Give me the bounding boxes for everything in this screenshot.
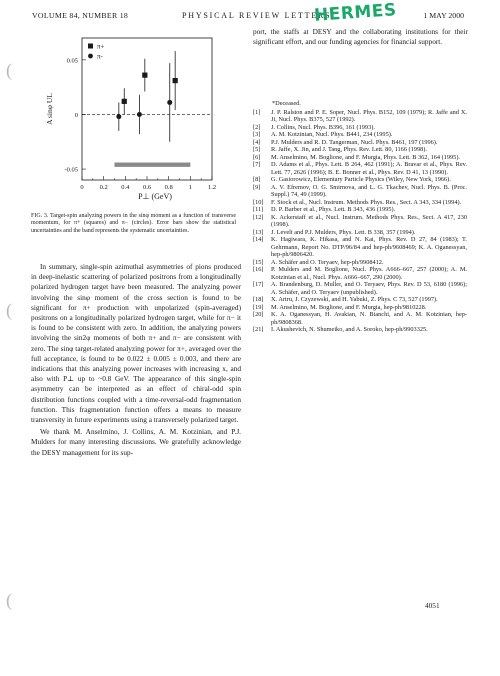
volume-number: VOLUME 84, NUMBER 18 xyxy=(32,11,129,20)
x-axis-label: P⊥ (GeV) xyxy=(138,192,172,201)
margin-mark: ( xyxy=(6,590,12,610)
legend-label: π- xyxy=(97,52,103,61)
reference-text: K. Hagiwara, K. Hikasa, and N. Kai, Phys. Rev. D 27, 84 (1983); T. Gehrmann, Report No. DTP/96/84 and hep-ph/9608469; K. A. Oganessyan, hep-ph/9806420. xyxy=(271,236,467,258)
reference-number: [5] xyxy=(253,146,261,153)
x-tick-label: 1.2 xyxy=(207,184,217,191)
reference-number: [17] xyxy=(253,281,264,288)
reference-list xyxy=(253,100,467,334)
x-tick-label: 0.6 xyxy=(142,184,152,191)
acknowledgement-paragraph: We thank M. Anselmino, J. Collins, A. M. Kotzinian, and P.J. Mulders for many interesting discussions. We gratefully acknowledge the DESY management for its sup- xyxy=(31,427,241,457)
reference-text: D. Adams et al., Phys. Lett. B 264, 462 (1991); A. Bravar et al., Phys. Rev. Lett. 77, 2626 (1996); B. E. Bonner et al., Phys. Rev. D 41, 13 (1990). xyxy=(271,161,467,176)
summary-paragraph: In summary, single-spin azimuthal asymmetries of pions produced in deep-inelastic scattering of polarized positrons from a longitudinally polarized hydrogen target have been measured. The analyzing power involving the sinφ moment of the cross section is found to be significant for π+ production with unpolarized (spin-averaged) positrons on a longitudinally polarized hydrogen target, while for π− it is found to be consistent with zero. In addition, the analyzing powers involving the sin2φ moments of both π+ and π− are consistent with zero. The sinφ target-related analyzing power for π+, averaged over the full acceptance, is found to be 0.022 ± 0.005 ± 0.003, and there are indications that this analyzing power increases with increasing x, and also with P⊥ up to ~0.8 GeV. The appearance of this single-spin asymmetry can be interpreted as an effect of chiral-odd spin distribution functions coupled with a time-reversal-odd fragmentation function. This fragmentation function offers a means to measure transversity in future experiments using a transversely polarized target. xyxy=(31,262,241,425)
reference-text: D. P. Barber et al., Phys. Lett. B 343, 436 (1995). xyxy=(271,206,396,213)
reference-number: [13] xyxy=(253,228,264,236)
legend-marker-circle xyxy=(88,54,93,59)
margin-mark: ( xyxy=(6,300,12,320)
reference-number: [14] xyxy=(253,236,264,243)
y-tick-label: 0 xyxy=(74,111,78,119)
summary-column xyxy=(31,262,241,458)
reference-item xyxy=(253,281,467,296)
reference-item xyxy=(253,259,467,267)
reference-text: J. Collins, Nucl. Phys. B396, 161 (1993). xyxy=(271,123,375,131)
legend-label: π+ xyxy=(97,42,105,51)
systematic-band xyxy=(115,163,191,167)
reference-text: A. V. Efremov, O. G. Smirnova, and L. G. Tkachev, Nucl. Phys. B. (Proc. Suppl.) 74, 49 (1999). xyxy=(271,183,467,198)
reference-item xyxy=(253,154,467,162)
reference-number: [18] xyxy=(253,296,264,303)
reference-number: [19] xyxy=(253,303,264,311)
reference-text: A. M. Kotzinian, Nucl. Phys. B441, 234 (1995). xyxy=(271,131,393,138)
reference-number: [21] xyxy=(253,326,264,333)
reference-number: [15] xyxy=(253,258,264,266)
reference-text: P. Mulders and M. Boglione, Nucl. Phys. A666–667, 257 (2000); A. M. Kotzinian et al., Nucl. Phys. A666–667, 290 (2000). xyxy=(271,266,467,281)
reference-number: [3] xyxy=(253,131,261,138)
reference-text: M. Anselmino, M. Boglione, and F. Murgia, hep-ph/9810228. xyxy=(271,303,427,311)
reference-text: J. P. Ralston and P. E. Soper, Nucl. Phys. B152, 109 (1979); R. Jaffe and X. Ji, Nucl. Phys. B375, 527 (1992). xyxy=(271,108,467,123)
data-point-square xyxy=(122,99,127,104)
reference-number: [1] xyxy=(253,108,261,116)
reference-text: J. Levelt and P.J. Mulders, Phys. Lett. B 338, 357 (1994). xyxy=(271,228,416,236)
data-point-circle xyxy=(167,100,172,105)
page-number: 4051 xyxy=(425,601,440,610)
reference-number: [11] xyxy=(253,206,264,213)
reference-item xyxy=(253,296,467,304)
x-tick-label: 0.2 xyxy=(99,184,108,191)
reference-item xyxy=(253,214,467,229)
reference-text: K. Ackerstaff et al., Nucl. Instrum. Methods Phys. Res., Sect. A 417, 230 (1998). xyxy=(271,213,467,228)
hermes-stamp: HERMES xyxy=(313,0,398,26)
reference-text: X. Artru, J. Czyzewski, and H. Yabuki, Z. Phys. C 73, 527 (1997). xyxy=(271,296,438,303)
reference-item xyxy=(253,131,467,139)
data-point-square xyxy=(142,73,147,78)
acknowledgement-continuation: port, the staffs at DESY and the collaborating institutions for their significant effort, and our funding agencies for financial support. xyxy=(253,27,468,47)
reference-item xyxy=(253,206,467,214)
reference-item xyxy=(253,326,467,334)
margin-mark: ( xyxy=(6,60,12,80)
reference-number: [7] xyxy=(253,161,261,168)
reference-item xyxy=(253,176,467,184)
journal-title: PHYSICAL REVIEW LETTERS xyxy=(182,11,332,20)
x-tick-label: 0.4 xyxy=(121,184,130,191)
reference-text: I. Akushevich, N. Shumeiko, and A. Soroko, hep-ph/9903325. xyxy=(271,326,428,333)
data-point-circle xyxy=(137,112,142,117)
x-tick-label: 1 xyxy=(188,184,192,191)
figure-3 xyxy=(30,30,240,205)
reference-text: G. Gasiorowicz, Elementary Particle Physics (Wiley, New York, 1966). xyxy=(271,176,451,183)
reference-text: P.J. Mulders and R. D. Tangerman, Nucl. Phys. B461, 197 (1996). xyxy=(271,138,438,146)
issue-date: 1 MAY 2000 xyxy=(423,11,464,20)
reference-item xyxy=(253,311,467,326)
reference-item xyxy=(253,199,467,207)
deceased-note: *Deceased. xyxy=(272,100,301,107)
figure-caption: FIG. 3. Target-spin analyzing powers in the sinφ moment as a function of transverse momentum, for π+ (squares) and π− (circles). Error bars show the statistical uncertainties and the band represents the systematic uncertainties. xyxy=(31,213,236,234)
reference-number: [16] xyxy=(253,266,264,273)
reference-item xyxy=(253,146,467,154)
reference-number: [9] xyxy=(253,183,261,191)
reference-text: A. Schäfer and O. Teryaev, hep-ph/9908412. xyxy=(271,258,384,266)
reference-number: [6] xyxy=(253,153,261,161)
reference-text: A. Brandenburg, D. Muller, and O. Teryaev, Phys. Rev. D 53, 6180 (1996); A. Schäfer, and O. Teryaev (unpublished). xyxy=(271,281,467,296)
reference-text: F. Stock et al., Nucl. Instrum. Methods Phys. Res., Sect. A 343, 334 (1994). xyxy=(271,198,462,206)
reference-text: R. Jaffe, X. Jin, and J. Tang, Phys. Rev. Lett. 80, 1166 (1998). xyxy=(271,146,427,153)
reference-item xyxy=(253,161,467,176)
reference-number: [12] xyxy=(253,213,264,221)
reference-item xyxy=(253,304,467,312)
reference-item xyxy=(253,229,467,237)
legend-marker-square xyxy=(88,44,93,49)
reference-number: [4] xyxy=(253,138,261,146)
y-axis-label: A sinφ UL xyxy=(45,93,54,125)
reference-item xyxy=(253,184,467,199)
y-tick-label: 0.05 xyxy=(66,57,78,65)
reference-item xyxy=(253,109,467,124)
reference-number: [20] xyxy=(253,311,264,318)
reference-item xyxy=(253,139,467,147)
reference-item xyxy=(253,236,467,259)
reference-number: [2] xyxy=(253,123,261,131)
x-tick-label: 0 xyxy=(80,184,84,191)
reference-text: M. Anselmino, M. Boglione, and F. Murgia, Phys. Lett. B 362, 164 (1995). xyxy=(271,153,460,161)
references xyxy=(253,109,467,334)
reference-number: [8] xyxy=(253,176,261,183)
reference-text: K. A. Oganessyan, H. Avakian, N. Bianchi, and A. M. Kotzinian, hep-ph/9808368. xyxy=(271,311,467,326)
data-point-circle xyxy=(116,114,121,119)
y-tick-label: -0.05 xyxy=(64,166,78,174)
reference-item xyxy=(253,124,467,132)
running-header xyxy=(32,0,464,26)
data-point-square xyxy=(173,78,178,83)
asymmetry-plot xyxy=(30,30,240,205)
reference-number: [10] xyxy=(253,198,264,206)
x-tick-label: 0.8 xyxy=(164,184,173,191)
reference-item xyxy=(253,266,467,281)
